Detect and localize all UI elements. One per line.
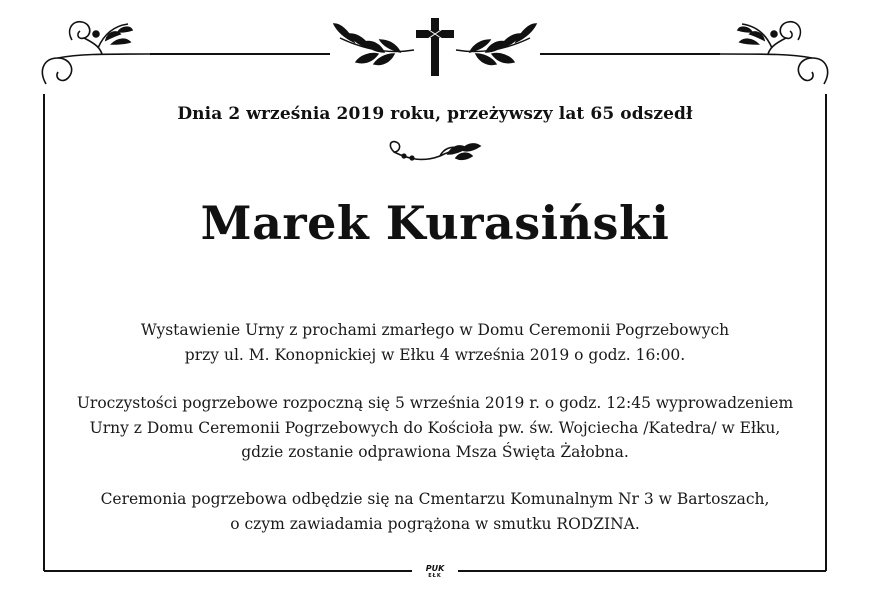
top-right-swirl-icon <box>720 22 828 84</box>
paragraph-line: gdzie zostanie odprawiona Msza Święta Żałobna. <box>241 443 629 461</box>
paragraph-funeral-ceremony <box>40 391 830 465</box>
logo-line1: PUK <box>425 564 445 573</box>
puk-logo <box>419 564 451 584</box>
logo-line2: EŁK <box>428 573 442 579</box>
death-announcement-headline: Dnia 2 września 2019 roku, przeżywszy lat 65 odszedł <box>177 104 693 124</box>
paragraph-urn-viewing <box>40 318 830 367</box>
left-laurel-branch-icon <box>334 24 414 65</box>
paragraph-line: Ceremonia pogrzebowa odbędzie się na Cmentarzu Komunalnym Nr 3 w Bartoszach, <box>100 490 770 508</box>
paragraph-line: przy ul. M. Konopnickiej w Ełku 4 września 2019 o godz. 16:00. <box>184 345 686 364</box>
deceased-name: Marek Kurasiński <box>200 196 670 250</box>
paragraph-line: Wystawienie Urny z prochami zmarłego w Domu Ceremonii Pogrzebowych <box>140 321 730 339</box>
paragraph-line: Uroczystości pogrzebowe rozpoczną się 5 września 2019 r. o godz. 12:45 wyprowadzeniem <box>76 394 794 412</box>
paragraph-cemetery <box>40 487 830 536</box>
paragraph-line: o czym zawiadamia pogrążona w smutku RODZINA. <box>230 514 640 533</box>
top-left-swirl-icon <box>42 22 150 84</box>
vine-divider-icon <box>390 142 480 160</box>
center-cross-icon <box>416 18 454 76</box>
right-laurel-branch-icon <box>456 24 536 65</box>
paragraph-line: Urny z Domu Ceremonii Pogrzebowych do Kościoła pw. św. Wojciecha /Katedra/ w Ełku, <box>89 418 781 437</box>
